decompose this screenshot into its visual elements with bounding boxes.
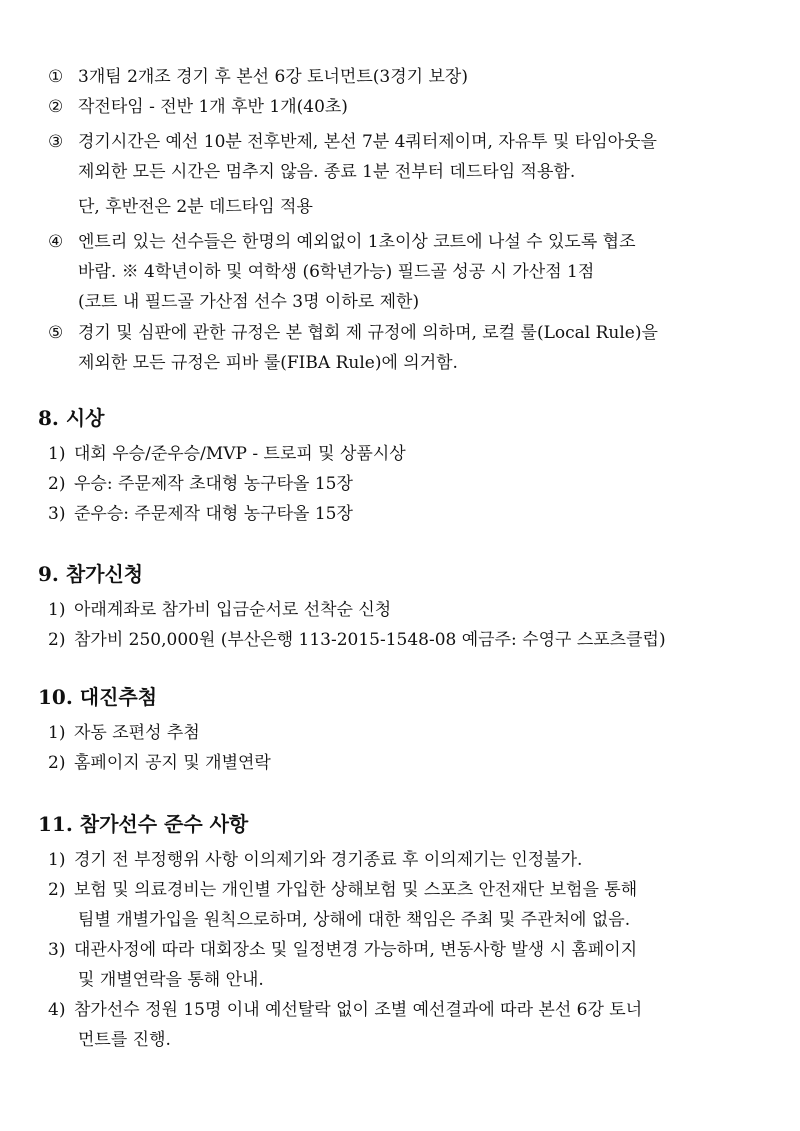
item-number: 4)	[48, 1000, 66, 1020]
item-text: 자동 조편성 추첨	[74, 723, 200, 743]
item-text-continued: 팀별 개별가입을 원칙으로하며, 상해에 대한 책임은 주최 및 주관처에 없음.	[78, 910, 631, 930]
rule-number: ⑤	[48, 323, 64, 343]
item-number: 1)	[48, 444, 66, 464]
item-number: 2)	[48, 753, 66, 773]
list-item	[48, 627, 768, 653]
item-text: 보험 및 의료경비는 개인별 가입한 상해보험 및 스포츠 안전재단 보험을 통해	[74, 880, 638, 900]
rule-2	[48, 94, 768, 120]
item-number: 3)	[48, 504, 66, 524]
rule-4	[48, 229, 768, 255]
rule-text-continued: (코트 내 필드골 가산점 선수 3명 이하로 제한)	[78, 292, 420, 312]
section-title-draw: 10. 대진추첨	[38, 685, 158, 709]
rule-text: 작전타임 - 전반 1개 후반 1개(40초)	[78, 97, 348, 117]
rule-number: ②	[48, 97, 64, 117]
section-title-participant-rules: 11. 참가선수 준수 사항	[38, 812, 249, 836]
rule-text-continued: 바람. ※ 4학년이하 및 여학생 (6학년가능) 필드골 성공 시 가산점 1점	[78, 262, 595, 282]
item-text: 경기 전 부정행위 사항 이의제기와 경기종료 후 이의제기는 인정불가.	[74, 850, 583, 870]
list-item	[48, 847, 768, 873]
rule-text-continued: 단, 후반전은 2분 데드타임 적용	[78, 197, 313, 217]
rule-text: 엔트리 있는 선수들은 한명의 예외없이 1초이상 코트에 나설 수 있도록 협조	[78, 232, 636, 252]
rule-1	[48, 64, 768, 90]
rule-text: 경기시간은 예선 10분 전후반제, 본선 7분 4쿼터제이며, 자유투 및 타임아웃을	[78, 132, 657, 152]
item-text: 참가비 250,000원 (부산은행 113-2015-1548-08 예금주: 수영구 스포츠클럽)	[74, 630, 666, 650]
item-text: 대회 우승/준우승/MVP - 트로피 및 상품시상	[74, 444, 406, 464]
item-text: 홈페이지 공지 및 개별연락	[74, 753, 271, 773]
rule-number: ①	[48, 67, 64, 87]
item-number: 3)	[48, 940, 66, 960]
item-text-continued: 먼트를 진행.	[78, 1030, 171, 1050]
rule-5	[48, 320, 768, 346]
rule-number: ④	[48, 232, 64, 252]
item-number: 2)	[48, 630, 66, 650]
list-item	[48, 597, 768, 623]
rule-3	[48, 129, 768, 155]
list-item	[48, 937, 768, 963]
item-text: 준우승: 주문제작 대형 농구타올 15장	[74, 504, 353, 524]
item-number: 2)	[48, 474, 66, 494]
item-text: 아래계좌로 참가비 입금순서로 선착순 신청	[74, 600, 392, 620]
item-text: 우승: 주문제작 초대형 농구타올 15장	[74, 474, 353, 494]
list-item	[48, 471, 768, 497]
rule-number: ③	[48, 132, 64, 152]
list-item	[48, 720, 768, 746]
rule-text: 3개팀 2개조 경기 후 본선 6강 토너먼트(3경기 보장)	[78, 67, 468, 87]
item-number: 2)	[48, 880, 66, 900]
item-text-continued: 및 개별연락을 통해 안내.	[78, 970, 264, 990]
item-text: 참가선수 정원 15명 이내 예선탈락 없이 조별 예선결과에 따라 본선 6강 토너	[74, 1000, 643, 1020]
rule-text: 경기 및 심판에 관한 규정은 본 협회 제 규정에 의하며, 로컬 룰(Local Rule)을	[78, 323, 658, 343]
item-number: 1)	[48, 723, 66, 743]
section-title-awards: 8. 시상	[38, 406, 105, 430]
section-title-registration: 9. 참가신청	[38, 562, 144, 586]
item-number: 1)	[48, 850, 66, 870]
list-item	[48, 997, 768, 1023]
list-item	[48, 441, 768, 467]
list-item	[48, 877, 768, 903]
rule-text-continued: 제외한 모든 시간은 멈추지 않음. 종료 1분 전부터 데드타임 적용함.	[78, 162, 576, 182]
list-item	[48, 750, 768, 776]
list-item	[48, 501, 768, 527]
item-number: 1)	[48, 600, 66, 620]
item-text: 대관사정에 따라 대회장소 및 일정변경 가능하며, 변동사항 발생 시 홈페이지	[74, 940, 638, 960]
rule-text-continued: 제외한 모든 규정은 피바 룰(FIBA Rule)에 의거함.	[78, 353, 458, 373]
